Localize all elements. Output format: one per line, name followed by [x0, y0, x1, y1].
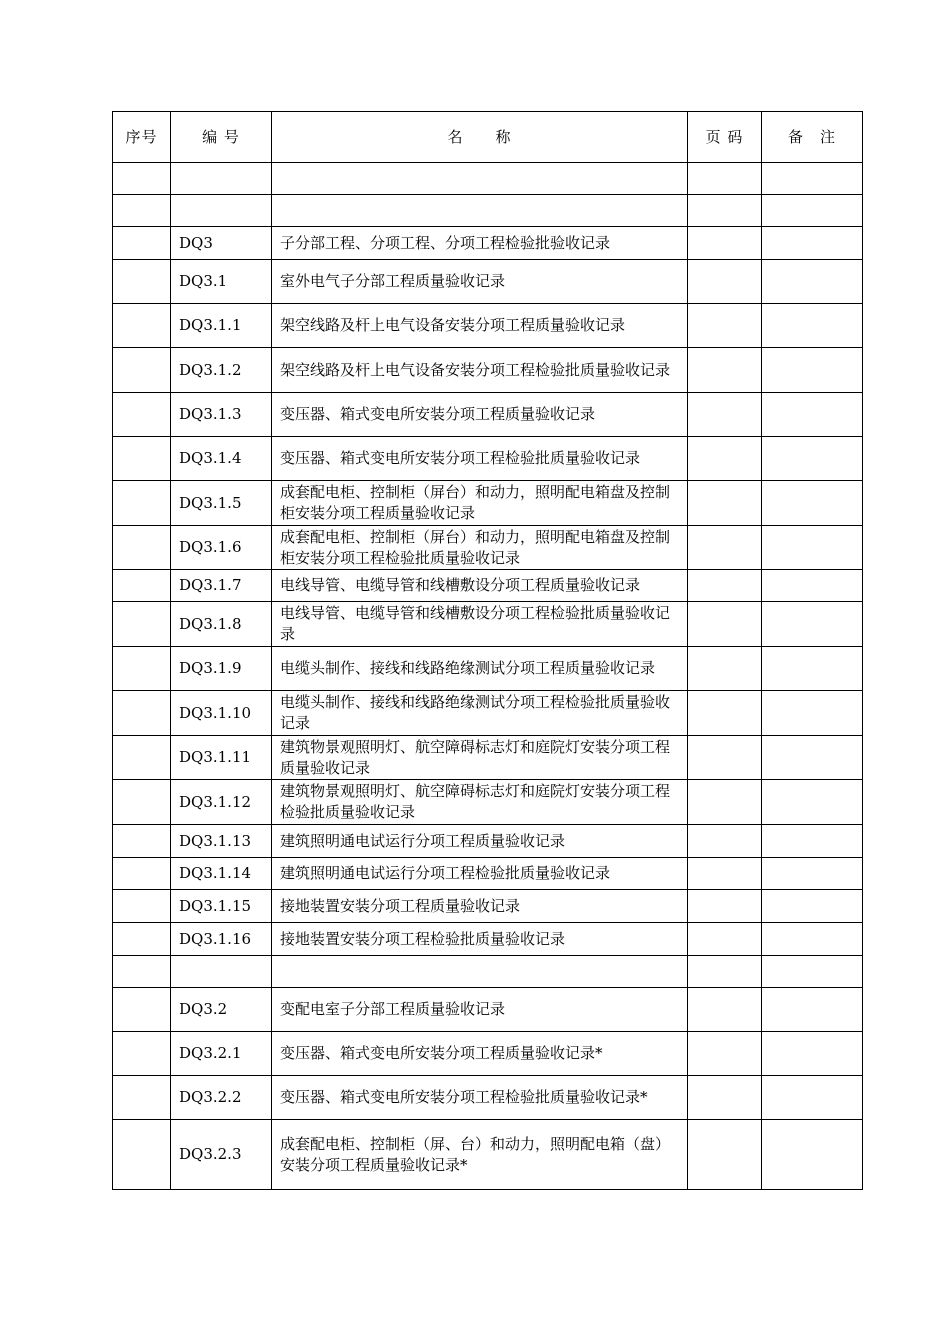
row-code-cell: DQ3.1	[171, 260, 272, 304]
row-seq-cell	[113, 1032, 171, 1076]
row-seq-cell	[113, 260, 171, 304]
row-seq-cell	[113, 691, 171, 736]
table-row	[113, 858, 863, 890]
row-name-cell: 变压器、箱式变电所安装分项工程质量验收记录	[272, 393, 688, 437]
row-seq-cell	[113, 526, 171, 570]
row-note-cell	[762, 691, 863, 736]
row-code-cell: DQ3.1.8	[171, 602, 272, 647]
row-page-cell	[688, 780, 762, 825]
table-row	[113, 163, 863, 195]
row-seq-cell	[113, 570, 171, 602]
row-page-cell	[688, 227, 762, 260]
row-note-cell	[762, 163, 863, 195]
table-row	[113, 956, 863, 988]
row-seq-cell	[113, 227, 171, 260]
row-page-cell	[688, 163, 762, 195]
row-seq-cell	[113, 1120, 171, 1190]
row-page-cell	[688, 858, 762, 890]
row-name-cell	[272, 956, 688, 988]
table-row	[113, 988, 863, 1032]
row-code-cell: DQ3.1.5	[171, 481, 272, 526]
row-note-cell	[762, 602, 863, 647]
row-note-cell	[762, 890, 863, 923]
row-note-cell	[762, 570, 863, 602]
row-note-cell	[762, 988, 863, 1032]
row-seq-cell	[113, 393, 171, 437]
row-page-cell	[688, 647, 762, 691]
row-note-cell	[762, 348, 863, 393]
table-row	[113, 227, 863, 260]
row-name-cell: 成套配电柜、控制柜（屏台）和动力，照明配电箱盘及控制柜安装分项工程检验批质量验收记录	[272, 526, 688, 570]
table-row	[113, 1120, 863, 1190]
row-note-cell	[762, 956, 863, 988]
row-code-cell: DQ3.2.3	[171, 1120, 272, 1190]
row-page-cell	[688, 195, 762, 227]
row-note-cell	[762, 858, 863, 890]
row-name-cell: 建筑照明通电试运行分项工程质量验收记录	[272, 825, 688, 858]
row-code-cell: DQ3.1.7	[171, 570, 272, 602]
row-page-cell	[688, 304, 762, 348]
row-code-cell: DQ3.1.10	[171, 691, 272, 736]
table-row	[113, 526, 863, 570]
row-page-cell	[688, 736, 762, 780]
row-page-cell	[688, 393, 762, 437]
table-row	[113, 304, 863, 348]
table-row	[113, 195, 863, 227]
row-code-cell: DQ3.2	[171, 988, 272, 1032]
row-note-cell	[762, 526, 863, 570]
table-row	[113, 780, 863, 825]
row-code-cell: DQ3.1.14	[171, 858, 272, 890]
index-table	[112, 111, 863, 1190]
row-code-cell: DQ3.1.6	[171, 526, 272, 570]
table-row	[113, 602, 863, 647]
row-note-cell	[762, 260, 863, 304]
row-code-cell	[171, 163, 272, 195]
table-row	[113, 260, 863, 304]
row-seq-cell	[113, 825, 171, 858]
row-code-cell: DQ3	[171, 227, 272, 260]
row-page-cell	[688, 570, 762, 602]
row-name-cell: 建筑物景观照明灯、航空障碍标志灯和庭院灯安装分项工程质量验收记录	[272, 736, 688, 780]
table-row	[113, 481, 863, 526]
row-note-cell	[762, 1120, 863, 1190]
row-code-cell: DQ3.1.3	[171, 393, 272, 437]
table-row	[113, 393, 863, 437]
row-note-cell	[762, 481, 863, 526]
row-code-cell: DQ3.1.9	[171, 647, 272, 691]
row-seq-cell	[113, 602, 171, 647]
row-page-cell	[688, 481, 762, 526]
header-row	[113, 112, 863, 163]
row-page-cell	[688, 348, 762, 393]
row-name-cell	[272, 163, 688, 195]
table-row	[113, 691, 863, 736]
row-name-cell: 接地装置安装分项工程质量验收记录	[272, 890, 688, 923]
row-seq-cell	[113, 858, 171, 890]
row-name-cell: 电线导管、电缆导管和线槽敷设分项工程检验批质量验收记录	[272, 602, 688, 647]
row-seq-cell	[113, 923, 171, 956]
row-page-cell	[688, 526, 762, 570]
row-page-cell	[688, 825, 762, 858]
table-row	[113, 437, 863, 481]
row-note-cell	[762, 736, 863, 780]
row-seq-cell	[113, 988, 171, 1032]
row-note-cell	[762, 825, 863, 858]
row-page-cell	[688, 602, 762, 647]
row-note-cell	[762, 780, 863, 825]
row-seq-cell	[113, 890, 171, 923]
row-code-cell: DQ3.1.16	[171, 923, 272, 956]
row-code-cell: DQ3.1.15	[171, 890, 272, 923]
row-seq-cell	[113, 348, 171, 393]
row-page-cell	[688, 1076, 762, 1120]
header-seq: 序号	[113, 112, 171, 163]
header-note: 备 注	[762, 112, 863, 163]
row-page-cell	[688, 956, 762, 988]
row-name-cell: 变压器、箱式变电所安装分项工程检验批质量验收记录	[272, 437, 688, 481]
row-page-cell	[688, 260, 762, 304]
row-note-cell	[762, 923, 863, 956]
row-name-cell: 成套配电柜、控制柜（屏台）和动力，照明配电箱盘及控制柜安装分项工程质量验收记录	[272, 481, 688, 526]
row-code-cell: DQ3.1.2	[171, 348, 272, 393]
row-note-cell	[762, 304, 863, 348]
row-seq-cell	[113, 736, 171, 780]
table-row	[113, 1076, 863, 1120]
row-note-cell	[762, 647, 863, 691]
row-code-cell: DQ3.2.2	[171, 1076, 272, 1120]
row-name-cell: 建筑照明通电试运行分项工程检验批质量验收记录	[272, 858, 688, 890]
row-note-cell	[762, 393, 863, 437]
row-name-cell: 子分部工程、分项工程、分项工程检验批验收记录	[272, 227, 688, 260]
row-page-cell	[688, 1120, 762, 1190]
row-note-cell	[762, 195, 863, 227]
header-code: 编 号	[171, 112, 272, 163]
row-name-cell: 电线导管、电缆导管和线槽敷设分项工程质量验收记录	[272, 570, 688, 602]
row-code-cell	[171, 956, 272, 988]
row-page-cell	[688, 1032, 762, 1076]
row-name-cell: 变压器、箱式变电所安装分项工程质量验收记录*	[272, 1032, 688, 1076]
table-row	[113, 923, 863, 956]
row-seq-cell	[113, 163, 171, 195]
row-seq-cell	[113, 437, 171, 481]
row-code-cell: DQ3.1.11	[171, 736, 272, 780]
row-seq-cell	[113, 481, 171, 526]
row-seq-cell	[113, 304, 171, 348]
header-name: 名 称	[272, 112, 688, 163]
row-code-cell: DQ3.1.12	[171, 780, 272, 825]
row-page-cell	[688, 923, 762, 956]
row-seq-cell	[113, 780, 171, 825]
row-code-cell: DQ3.1.13	[171, 825, 272, 858]
row-note-cell	[762, 1032, 863, 1076]
row-seq-cell	[113, 956, 171, 988]
row-name-cell: 变配电室子分部工程质量验收记录	[272, 988, 688, 1032]
row-seq-cell	[113, 647, 171, 691]
row-page-cell	[688, 691, 762, 736]
table-row	[113, 348, 863, 393]
row-name-cell: 变压器、箱式变电所安装分项工程检验批质量验收记录*	[272, 1076, 688, 1120]
row-note-cell	[762, 1076, 863, 1120]
row-name-cell: 电缆头制作、接线和线路绝缘测试分项工程质量验收记录	[272, 647, 688, 691]
row-name-cell: 电缆头制作、接线和线路绝缘测试分项工程检验批质量验收记录	[272, 691, 688, 736]
row-name-cell: 接地装置安装分项工程检验批质量验收记录	[272, 923, 688, 956]
table-row	[113, 647, 863, 691]
table-row	[113, 1032, 863, 1076]
row-code-cell: DQ3.1.4	[171, 437, 272, 481]
row-name-cell: 建筑物景观照明灯、航空障碍标志灯和庭院灯安装分项工程检验批质量验收记录	[272, 780, 688, 825]
table-row	[113, 825, 863, 858]
row-note-cell	[762, 437, 863, 481]
row-name-cell: 架空线路及杆上电气设备安装分项工程质量验收记录	[272, 304, 688, 348]
table-body	[113, 163, 863, 1190]
table-row	[113, 890, 863, 923]
row-page-cell	[688, 437, 762, 481]
row-name-cell: 室外电气子分部工程质量验收记录	[272, 260, 688, 304]
row-code-cell: DQ3.2.1	[171, 1032, 272, 1076]
row-name-cell	[272, 195, 688, 227]
row-code-cell	[171, 195, 272, 227]
row-name-cell: 架空线路及杆上电气设备安装分项工程检验批质量验收记录	[272, 348, 688, 393]
table-row	[113, 736, 863, 780]
table-row	[113, 570, 863, 602]
row-seq-cell	[113, 1076, 171, 1120]
row-code-cell: DQ3.1.1	[171, 304, 272, 348]
row-note-cell	[762, 227, 863, 260]
row-name-cell: 成套配电柜、控制柜（屏、台）和动力，照明配电箱（盘）安装分项工程质量验收记录*	[272, 1120, 688, 1190]
row-page-cell	[688, 890, 762, 923]
row-seq-cell	[113, 195, 171, 227]
row-page-cell	[688, 988, 762, 1032]
header-page: 页 码	[688, 112, 762, 163]
